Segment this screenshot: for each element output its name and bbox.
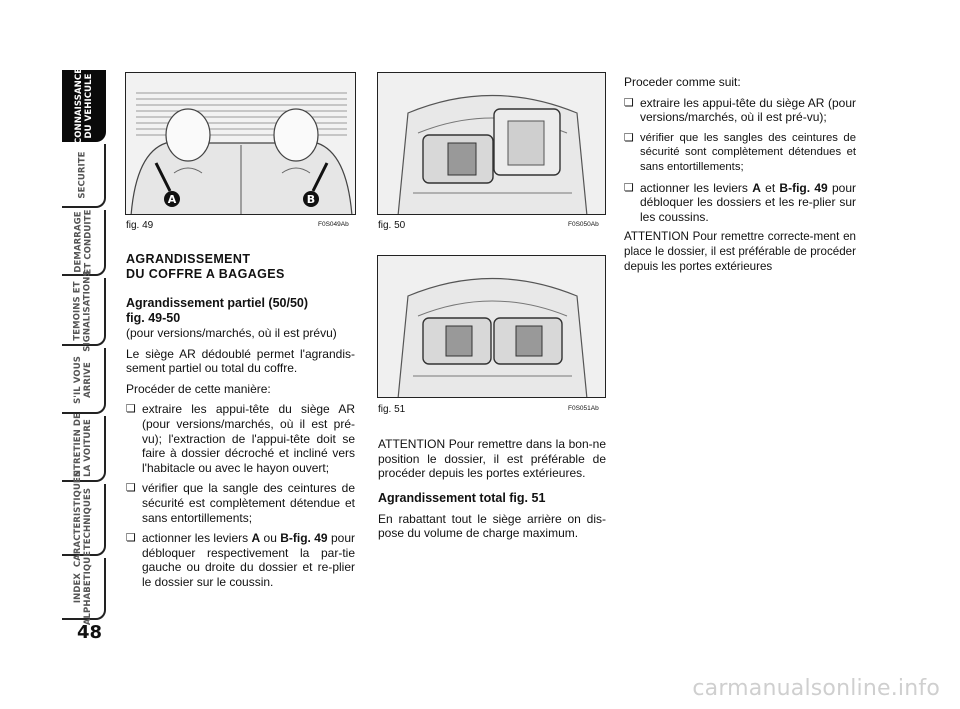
text: actionner les leviers xyxy=(640,180,753,195)
bullet-item: ❏ vérifier que la sangle des ceintures de sécurité est complètement détendue et sans entortillements; xyxy=(126,481,355,525)
bullet-item xyxy=(624,181,856,225)
tab-label: CONNAISSANCE xyxy=(74,67,85,145)
tab-label: TECHNIQUES xyxy=(83,487,94,551)
bullet-item xyxy=(126,531,355,589)
text-column-2 xyxy=(378,437,606,547)
tab-sil-vous-arrive[interactable] xyxy=(62,348,106,414)
text: pour débloquer respectivement la par-tie gauche ou droite du dossier et re-plier le dossier sur le coussin. xyxy=(142,531,355,589)
heading-line: DU COFFRE A BAGAGES xyxy=(126,267,285,281)
tab-label: SECURITE xyxy=(78,151,88,199)
tab-label: ARRIVE xyxy=(83,362,93,398)
lever-a-label: A xyxy=(167,193,177,206)
trunk-partial-illustration xyxy=(378,73,606,215)
tab-label: ENTRETIEN DE xyxy=(73,413,84,483)
tab-label: DEMARRAGE xyxy=(73,211,83,273)
tab-label: SIGNALISATIONS xyxy=(83,270,93,352)
tab-connaissance-du-vehicule[interactable] xyxy=(62,67,106,145)
section-sidebar xyxy=(62,67,106,630)
text: B-fig. 49 xyxy=(779,180,828,195)
text: actionner les leviers xyxy=(142,531,252,546)
text: A xyxy=(752,180,761,195)
subheading-total: Agrandissement total fig. 51 xyxy=(378,490,546,505)
figure-50-code: F0S050Ab xyxy=(568,221,599,228)
page-number: 48 xyxy=(77,622,103,643)
subheading-partial xyxy=(126,296,355,326)
figure-49-rear-seat-headrests xyxy=(125,72,356,215)
text: ou xyxy=(260,531,281,546)
tab-label: LA VOITURE xyxy=(83,419,94,477)
watermark: carmanualsonline.info xyxy=(692,676,940,701)
tab-demarrage-et-conduite[interactable] xyxy=(62,210,106,276)
tab-index-alphabetique[interactable] xyxy=(62,550,106,626)
tab-label: ALPHABETIQUE xyxy=(83,550,94,626)
tab-label: DU VEHICULE xyxy=(84,73,95,139)
figure-51-trunk-total xyxy=(377,255,606,398)
figure-51-code: F0S051Ab xyxy=(568,405,599,412)
bullet-item: ❏ vérifier que les sangles des ceintures de sécurité sont complètement détendues et sans entortillements; xyxy=(624,131,856,175)
paragraph: En rabattant tout le siège arrière on dis-pose du volume de charge maximum. xyxy=(378,511,606,541)
tab-temoins-et-signalisations[interactable] xyxy=(62,270,106,352)
rear-seat-illustration xyxy=(126,73,356,215)
text: et xyxy=(760,180,780,195)
figure-49-caption: fig. 49 xyxy=(126,220,154,231)
paragraph: Proceder comme suit: xyxy=(624,75,741,89)
figure-50-caption: fig. 50 xyxy=(378,220,406,231)
tab-label: CARACTERISTIQUES xyxy=(73,470,84,568)
tab-label: ET CONDUITE xyxy=(83,209,93,275)
paragraph: ATTENTION Pour remettre correcte-ment en place le dossier, il est préférable de procéder depuis les portes extérieures xyxy=(624,230,856,273)
bullet-item: ❏ extraire les appui-tête du siège AR (pour versions/marchés, où il est pré-vu); xyxy=(624,96,856,125)
tab-securite[interactable] xyxy=(62,144,106,208)
text: B-fig. 49 xyxy=(280,531,328,546)
text-column-3 xyxy=(624,75,856,280)
bullet-item: ❏ extraire les appui-tête du siège AR (pour versions/marchés, où il est pré-vu); l'extraction de l'appui-tête doit se faire à dossier décroché et incliné vers l'habitacle ou avec le hayon ouvert; xyxy=(126,402,355,475)
figure-49-code: F0S049Ab xyxy=(318,221,349,228)
trunk-total-illustration xyxy=(378,256,606,398)
subheading-line: Agrandissement partiel (50/50) xyxy=(126,296,309,310)
text: pour débloquer les dossiers et les re-plier sur les coussins. xyxy=(640,180,856,224)
paragraph: (pour versions/marchés, où il est prévu) xyxy=(126,326,337,340)
paragraph: ATTENTION Pour remettre dans la bon-ne position le dossier, il est préférable de procéder depuis les portes extérieures. xyxy=(378,437,606,481)
tab-label: TEMOINS ET xyxy=(73,281,83,341)
paragraph: Le siège AR dédoublé permet l'agrandis-sement partiel ou total du coffre. xyxy=(126,346,355,376)
subheading-line: fig. 49-50 xyxy=(126,311,181,325)
tab-label: S'IL VOUS xyxy=(73,356,83,404)
tab-label: INDEX xyxy=(73,572,84,604)
paragraph: Procéder de cette manière: xyxy=(126,381,271,396)
text-column-1 xyxy=(126,252,355,596)
section-heading xyxy=(126,252,355,282)
figure-50-trunk-partial xyxy=(377,72,606,215)
lever-b-label: B xyxy=(306,193,316,206)
text: A xyxy=(251,531,261,546)
tab-caracteristiques-techniques[interactable] xyxy=(62,470,106,568)
heading-line: AGRANDISSEMENT xyxy=(126,252,251,266)
figure-51-caption: fig. 51 xyxy=(378,404,406,415)
